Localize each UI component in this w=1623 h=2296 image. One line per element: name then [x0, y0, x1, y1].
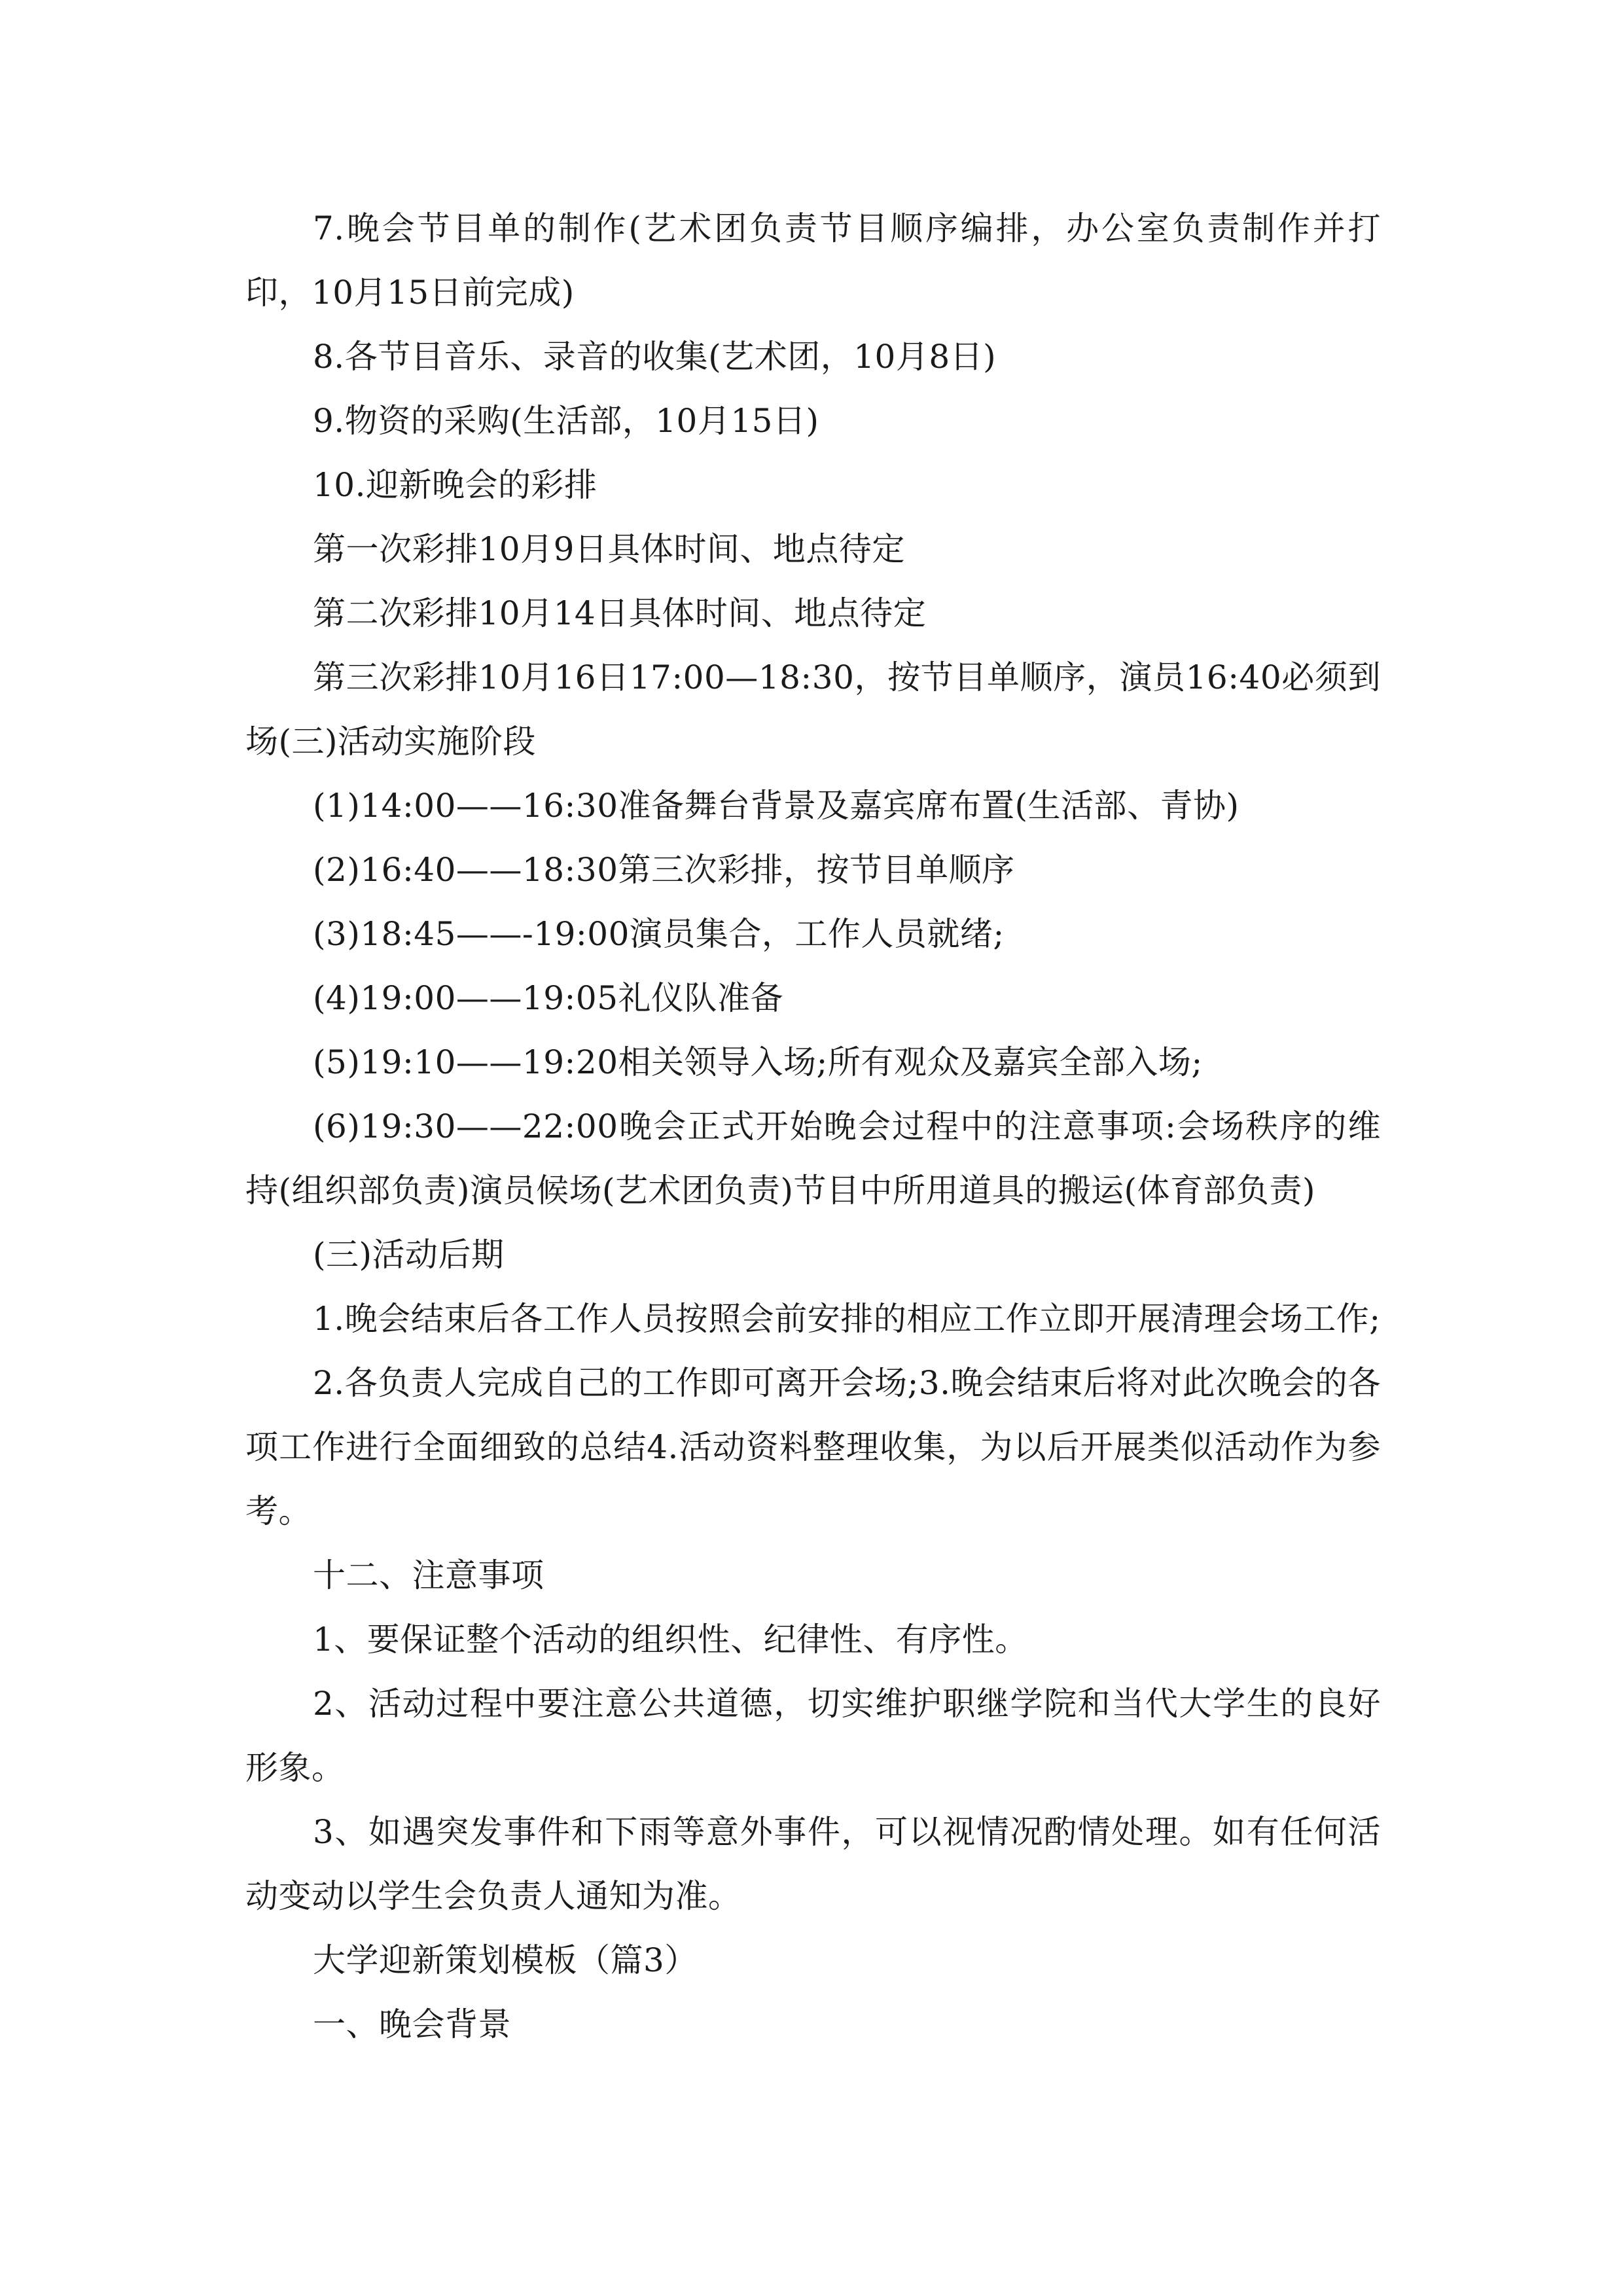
paragraph-post-event-heading: (三)活动后期 [313, 1236, 505, 1274]
paragraph-notes-heading: 十二、注意事项 [313, 1556, 544, 1594]
paragraph-section-background: 一、晚会背景 [313, 2005, 511, 2043]
paragraph-schedule-4: (4)19:00——19:05礼仪队准备 [313, 979, 784, 1017]
paragraph-note-2: 2、活动过程中要注意公共道德，切实维护职继学院和当代大学生的良好形象。 [245, 1685, 1381, 1787]
paragraph-rehearsal-1: 第一次彩排10月9日具体时间、地点待定 [313, 530, 905, 568]
paragraph-post-event-2: 2.各负责人完成自己的工作即可离开会场;3.晚会结束后将对此次晚会的各项工作进行全面细致的总结4.活动资料整理收集，为以后开展类似活动作为参考。 [245, 1364, 1381, 1530]
paragraph-template-title: 大学迎新策划模板（篇3） [313, 1941, 698, 1979]
paragraph-music-collection: 8.各节目音乐、录音的收集(艺术团，10月8日) [313, 338, 997, 376]
paragraph-note-1: 1、要保证整个活动的组织性、纪律性、有序性。 [313, 1621, 1028, 1659]
paragraph-schedule-3: (3)18:45——-19:00演员集合，工作人员就绪; [313, 915, 1005, 953]
paragraph-schedule-5: (5)19:10——19:20相关领导入场;所有观众及嘉宾全部入场; [313, 1043, 1203, 1081]
document-body [245, 196, 1381, 2056]
paragraph-schedule-6: (6)19:30——22:00晚会正式开始晚会过程中的注意事项:会场秩序的维持(组织部负责)演员候场(艺术团负责)节目中所用道具的搬运(体育部负责) [245, 1107, 1381, 1210]
paragraph-post-event-1: 1.晚会结束后各工作人员按照会前安排的相应工作立即开展清理会场工作; [313, 1300, 1381, 1338]
paragraph-purchasing: 9.物资的采购(生活部，10月15日) [313, 402, 819, 440]
paragraph-rehearsal-heading: 10.迎新晚会的彩排 [313, 466, 597, 504]
paragraph-rehearsal-3: 第三次彩排10月16日17:00—18:30，按节目单顺序，演员16:40必须到场(三)活动实施阶段 [245, 658, 1381, 761]
paragraph-schedule-1: (1)14:00——16:30准备舞台背景及嘉宾席布置(生活部、青协) [313, 787, 1240, 825]
paragraph-schedule-2: (2)16:40——18:30第三次彩排，按节目单顺序 [313, 851, 1015, 889]
paragraph-note-3: 3、如遇突发事件和下雨等意外事件，可以视情况酌情处理。如有任何活动变动以学生会负责人通知为准。 [245, 1813, 1381, 1915]
paragraph-rehearsal-2: 第二次彩排10月14日具体时间、地点待定 [313, 594, 927, 632]
paragraph-program-list: 7.晚会节目单的制作(艺术团负责节目顺序编排，办公室负责制作并打印，10月15日前完成) [245, 209, 1381, 312]
